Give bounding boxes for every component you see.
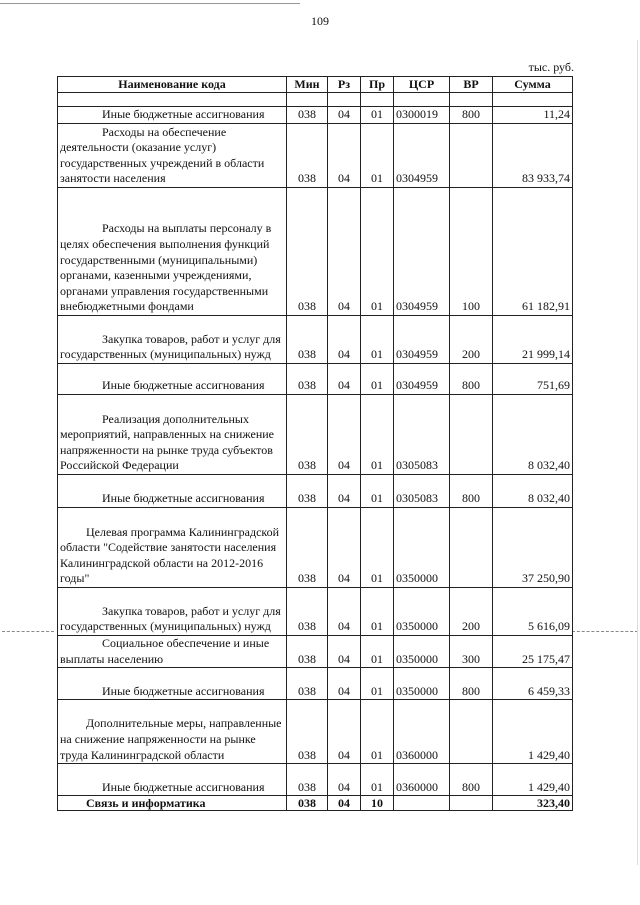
cell-pr: 01 <box>361 475 394 508</box>
cell-vr <box>450 93 493 107</box>
cell-vr: 800 <box>450 364 493 395</box>
cell-sum: 37 250,90 <box>493 508 573 588</box>
cell-vr: 800 <box>450 764 493 796</box>
cell-min: 038 <box>287 316 328 364</box>
cell-csr: 0360000 <box>394 764 450 796</box>
cell-rz: 04 <box>328 700 361 764</box>
cell-name: Социальное обеспечение и иные выплаты населению <box>60 636 270 666</box>
cell-csr: 0305083 <box>394 475 450 508</box>
cell-sum: 8 032,40 <box>493 395 573 475</box>
cell-sum: 1 429,40 <box>493 700 573 764</box>
cell-min: 038 <box>287 668 328 700</box>
header-vr: ВР <box>450 77 493 93</box>
cell-sum: 751,69 <box>493 364 573 395</box>
cell-min: 038 <box>287 764 328 796</box>
header-csr: ЦСР <box>394 77 450 93</box>
cell-min: 038 <box>287 124 328 188</box>
cell-sum: 6 459,33 <box>493 668 573 700</box>
cell-name: Закупка товаров, работ и услуг для государственных (муниципальных) нужд <box>60 603 281 634</box>
cell-vr <box>450 700 493 764</box>
table-row <box>58 636 573 668</box>
total-csr <box>394 796 450 811</box>
cell-sum: 11,24 <box>493 107 573 124</box>
cell-name: Иные бюджетные ассигнования <box>102 491 265 506</box>
cell-csr <box>394 93 450 107</box>
cell-rz: 04 <box>328 124 361 188</box>
cell-name: Закупка товаров, работ и услуг для государственных (муниципальных) нужд <box>60 331 281 362</box>
header-pr: Пр <box>361 77 394 93</box>
cell-sum: 5 616,09 <box>493 588 573 636</box>
cell-sum: 25 175,47 <box>493 636 573 668</box>
cell-name: Иные бюджетные ассигнования <box>102 683 265 698</box>
cell-pr: 01 <box>361 364 394 395</box>
cell-pr: 01 <box>361 636 394 668</box>
unit-label: тыс. руб. <box>528 60 574 74</box>
cell-rz: 04 <box>328 188 361 316</box>
cell-rz: 04 <box>328 364 361 395</box>
table-row <box>58 316 573 364</box>
cell-csr: 0350000 <box>394 508 450 588</box>
cell-vr: 300 <box>450 636 493 668</box>
table-row <box>58 124 573 188</box>
cell-sum: 61 182,91 <box>493 188 573 316</box>
cell-min: 038 <box>287 475 328 508</box>
cell-pr: 01 <box>361 668 394 700</box>
cell-csr: 0304959 <box>394 316 450 364</box>
header-rz: Рз <box>328 77 361 93</box>
page-number: 109 <box>311 14 329 28</box>
cell-rz: 04 <box>328 475 361 508</box>
cell-vr: 800 <box>450 668 493 700</box>
cell-pr <box>361 93 394 107</box>
cell-rz <box>328 93 361 107</box>
cell-csr: 0350000 <box>394 588 450 636</box>
header-name: Наименование кода <box>58 77 287 93</box>
header-row <box>58 77 573 93</box>
cell-sum: 1 429,40 <box>493 764 573 796</box>
cell-pr: 01 <box>361 124 394 188</box>
page-edge-line <box>637 40 638 865</box>
total-sum: 323,40 <box>493 796 573 811</box>
total-pr: 10 <box>361 796 394 811</box>
cell-csr: 0350000 <box>394 636 450 668</box>
table-row <box>58 364 573 395</box>
cell-vr <box>450 508 493 588</box>
cell-name <box>58 93 287 107</box>
cell-rz: 04 <box>328 508 361 588</box>
cell-pr: 01 <box>361 764 394 796</box>
cell-name: Иные бюджетные ассигнования <box>102 779 265 794</box>
cell-sum: 83 933,74 <box>493 124 573 188</box>
cell-name: Иные бюджетные ассигнования <box>102 378 265 393</box>
cell-vr: 800 <box>450 475 493 508</box>
cell-name: Расходы на обеспечение деятельности (оказание услуг) государственных учреждений в области занятости населения <box>60 124 265 186</box>
table-row <box>58 395 573 475</box>
total-min: 038 <box>287 796 328 811</box>
cell-min: 038 <box>287 636 328 668</box>
table-row <box>58 700 573 764</box>
cell-sum: 8 032,40 <box>493 475 573 508</box>
cell-vr: 800 <box>450 107 493 124</box>
cell-vr <box>450 124 493 188</box>
table-row <box>58 508 573 588</box>
cell-rz: 04 <box>328 636 361 668</box>
cell-name: Дополнительные меры, направленные на снижение напряженности на рынке труда Калининградской области <box>60 716 282 762</box>
cell-name: Целевая программа Калининградской области "Содействие занятости населения Калининградской области на 2012-2016 годы" <box>60 524 280 586</box>
table-row <box>58 764 573 796</box>
table-row <box>58 588 573 636</box>
budget-table <box>57 76 573 811</box>
cell-csr: 0304959 <box>394 188 450 316</box>
table-row <box>58 188 573 316</box>
cell-min: 038 <box>287 188 328 316</box>
cell-vr <box>450 395 493 475</box>
total-rz: 04 <box>328 796 361 811</box>
cell-pr: 01 <box>361 700 394 764</box>
cell-pr: 01 <box>361 107 394 124</box>
cell-sum <box>493 93 573 107</box>
cell-pr: 01 <box>361 395 394 475</box>
cell-rz: 04 <box>328 668 361 700</box>
cell-min: 038 <box>287 700 328 764</box>
fold-mark-right <box>572 631 638 632</box>
cell-rz: 04 <box>328 316 361 364</box>
cell-csr: 0300019 <box>394 107 450 124</box>
cell-rz: 04 <box>328 395 361 475</box>
header-sum: Сумма <box>493 77 573 93</box>
cell-min: 038 <box>287 508 328 588</box>
cell-rz: 04 <box>328 107 361 124</box>
cell-name: Реализация дополнительных мероприятий, направленных на снижение напряженности на рынке труда субъектов Российской Федерации <box>60 411 274 473</box>
cell-name: Расходы на выплаты персоналу в целях обеспечения выполнения функций государственными (муниципальными) органами, казенными учреждениями, органами управления государственными внебюджетными фондами <box>60 221 272 314</box>
table-row <box>58 668 573 700</box>
cell-csr: 0304959 <box>394 364 450 395</box>
total-name: Связь и информатика <box>86 796 206 811</box>
cell-csr: 0304959 <box>394 124 450 188</box>
cell-sum: 21 999,14 <box>493 316 573 364</box>
cell-min: 038 <box>287 364 328 395</box>
cell-csr: 0360000 <box>394 700 450 764</box>
table-row <box>58 93 573 107</box>
cell-csr: 0350000 <box>394 668 450 700</box>
cell-min: 038 <box>287 588 328 636</box>
cell-vr: 100 <box>450 188 493 316</box>
cell-min: 038 <box>287 107 328 124</box>
total-vr <box>450 796 493 811</box>
cell-vr: 200 <box>450 316 493 364</box>
cell-pr: 01 <box>361 588 394 636</box>
cell-pr: 01 <box>361 188 394 316</box>
cell-pr: 01 <box>361 508 394 588</box>
cell-rz: 04 <box>328 764 361 796</box>
cell-csr: 0305083 <box>394 395 450 475</box>
cell-rz: 04 <box>328 588 361 636</box>
cell-min <box>287 93 328 107</box>
cell-pr: 01 <box>361 316 394 364</box>
table-row <box>58 475 573 508</box>
header-min: Мин <box>287 77 328 93</box>
total-row <box>58 796 573 811</box>
cell-vr: 200 <box>450 588 493 636</box>
cell-min: 038 <box>287 395 328 475</box>
top-rule <box>0 3 300 4</box>
fold-mark-left <box>2 631 54 632</box>
table-row <box>58 107 573 124</box>
cell-name: Иные бюджетные ассигнования <box>102 107 265 122</box>
